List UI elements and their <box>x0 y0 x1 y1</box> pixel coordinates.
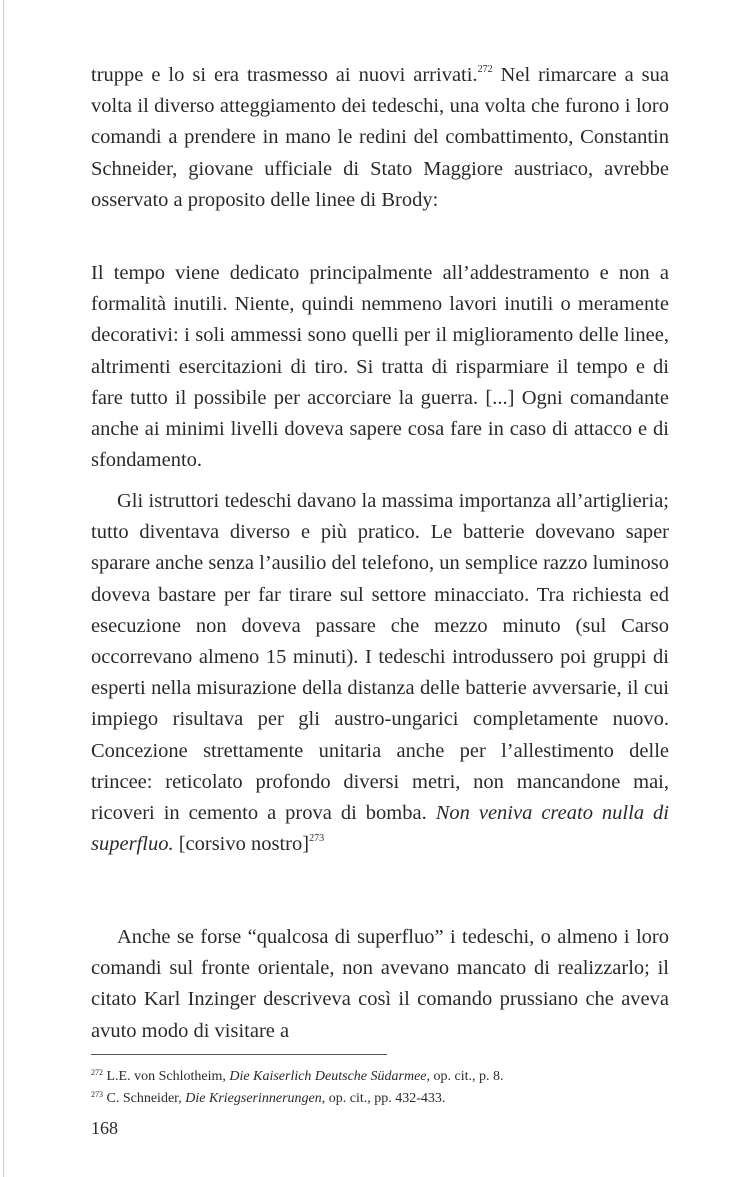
footnote-title: Die Kaiserlich Deutsche Südarmee <box>229 1069 427 1084</box>
footnotes <box>91 1066 691 1110</box>
footnote-ref-272[interactable]: 272 <box>477 64 493 75</box>
block-quote-paragraph-1: Il tempo viene dedicato principalmente all’addestramento e non a formalità inutili. Niente, quindi nemmeno lavori inutili o meramente decorativi: i soli ammessi sono quelli per il miglioramento delle linee, altrimenti esercitazioni di tiro. Si tratta di risparmiare il tempo e di fare tutto il possibile per accorciare la guerra. [...] Ogni comandante anche ai minimi livelli doveva sapere cosa fare in caso di attacco e di sfondamento. <box>91 262 669 472</box>
page-number: 168 <box>91 1118 118 1138</box>
footnote-number: 273 <box>91 1090 103 1099</box>
footnote-author: C. Schneider, <box>106 1091 186 1106</box>
footnote-author: L.E. von Schlotheim, <box>106 1069 230 1084</box>
block-quote-italic: Non veniva creato nulla di superfluo. <box>91 802 669 856</box>
footnote-number: 272 <box>91 1068 103 1077</box>
paragraph-1-text: truppe e lo si era trasmesso ai nuovi arrivati. <box>91 64 478 86</box>
block-quote-text: Gli istruttori tedeschi davano la massima importanza all’artiglieria; tutto diventava diverso e più pratico. Le batterie dovevano saper sparare anche senza l’ausilio del telefono, un semplice razzo luminoso doveva bastare per far tirare sul settore minacciato. Tra richiesta ed esecuzione non doveva passare che mezzo minuto (sul Carso occorrevano almeno 15 minuti). I tedeschi introdussero poi gruppi di esperti nella misurazione della distanza delle batterie avversarie, il cui impiego risultava per gli austro-ungarici completamente nuovo. Concezione strettamente unitaria anche per l’allestimento delle trincee: reticolato profondo diversi metri, non mancandone mai, ricoveri in cemento a prova di bomba. <box>91 490 669 825</box>
footnote-separator <box>91 1054 387 1055</box>
paragraph-1-text-continued: Nel rimarcare a sua volta il diverso atteggiamento dei tedeschi, una volta che furono i loro comandi a prendere in mano le redini del combattimento, Constantin Schneider, giovane ufficiale di Stato Maggiore austriaco, avrebbe osservato a proposito delle linee di Brody: <box>91 64 669 211</box>
footnote-272 <box>91 1066 691 1088</box>
block-quote-paragraph-2 <box>91 486 669 860</box>
footnote-ref-273[interactable]: 273 <box>309 833 325 845</box>
block-quote-tail: [corsivo nostro] <box>173 833 310 856</box>
paragraph-3: Anche se forse “qualcosa di superfluo” i tedeschi, o almeno i loro comandi sul fronte orientale, non avevano mancato di realizzarlo; il citato Karl Inzinger descriveva così il comando prussiano che aveva avuto modo di visitare a <box>91 926 669 1042</box>
footnote-273 <box>91 1088 691 1110</box>
footnote-title: Die Kriegserinnerungen <box>185 1091 322 1106</box>
footnote-citation: , op. cit., pp. 432-433. <box>321 1091 446 1106</box>
footnote-citation: , op. cit., p. 8. <box>426 1069 504 1084</box>
paragraph-1 <box>91 60 669 216</box>
scan-edge-line <box>3 0 4 1177</box>
